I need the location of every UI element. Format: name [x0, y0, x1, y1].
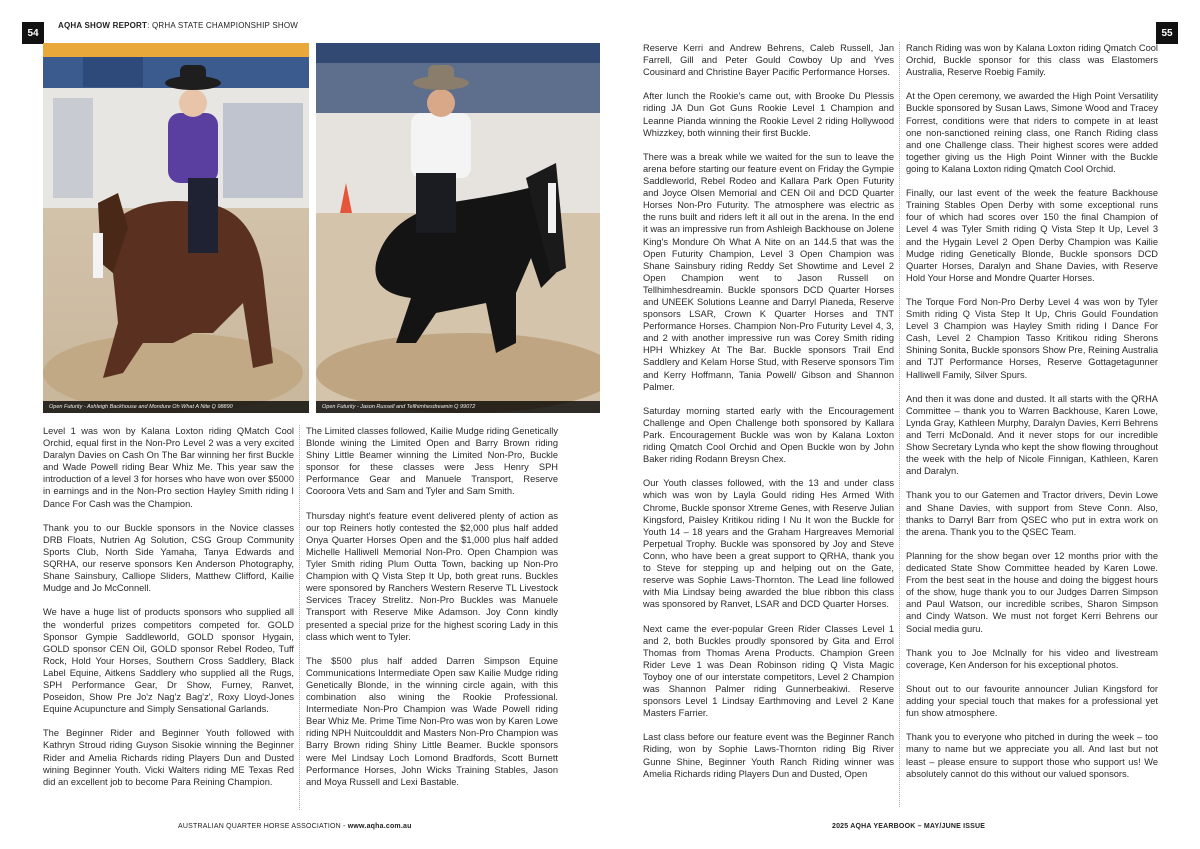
paragraph: Thank you to our Gatemen and Tractor drivers, Devin Lowe and Shane Davies, with support from Steve Conn. Also, thanks to Darryl Barr from QSEC who put in extra work on the arena. Thank you to the QSEC Team.	[906, 490, 1158, 537]
article-column-4	[906, 42, 1158, 792]
cowboy-on-black-horse-photo	[316, 43, 600, 413]
paragraph: Next came the ever-popular Green Rider Classes Level 1 and 2, both Buckles proudly sponsored by Gita and Errol Thomas from Thomas Arena Products. Champion Green Rider Leve 1 was Dean Robinson riding Q Vista Magic Toyboy one of our interstate competitors, Level 2 Champion was Shannon Palmer riding Gunnerbeakiwi. Reserve sponsors Level 1 Lindsay Earthmoving and Level 2 Kane Masters Farrier.	[643, 623, 894, 719]
paragraph: The $500 plus half added Darren Simpson Equine Communications Intermediate Open saw Kailie Mudge riding Genetically Blonde, in the winning circle again, with this combination also wining the Rookie Professional. Intermediate Non-Pro Champion was Wade Powell riding Bear Whiz Me. Prime Time Non-Pro was won by Karen Lowe riding NPH Nuitcoulddit and Masters Non-Pro Champion was Barry Brown riding Shiny Little Beamer. Buckle sponsors were Mel Lindsay Loch Lomond Bradfords, Scott Burnett Performance Horses, John Wicks Training Stables, Jason and Moya Russell and Lexi Bastable.	[306, 655, 558, 787]
page-number-right: 55	[1156, 22, 1178, 44]
article-column-2	[306, 425, 558, 800]
paragraph: Thank you to everyone who pitched in during the week – too many to name but we appreciate you all. And last but not least – please ensure to support those who support us! We absolutely cannot do this without our valued sponsors.	[906, 732, 1158, 779]
paragraph: Ranch Riding was won by Kalana Loxton riding Qmatch Cool Orchid, Buckle sponsor for this class was Elastomers Australia, Reserve Roebig Family.	[906, 43, 1158, 78]
paragraph: The Beginner Rider and Beginner Youth followed with Kathryn Stroud riding Guyson Sisokie winning the Beginner Rider and Amelia Richards riding Players Dun and Dusted wining Beginner Youth. Vicki Walters riding ME Texas Red did an excellent job to become Para Reining Champion.	[43, 728, 294, 787]
column-divider	[299, 425, 300, 810]
footer-org: AUSTRALIAN QUARTER HORSE ASSOCIATION -	[178, 823, 348, 830]
photo-open-futurity-backhouse	[43, 43, 309, 413]
paragraph: And then it was done and dusted. It all starts with the QRHA Committee – thank you to Warren Backhouse, Karen Lowe, Lynda Gray, Kathleen Murphy, Daralyn Davies, Kerri Behrens and Terri McDonald. And it never stops for our incredible Show Secretary Lynda who kept the show flowing throughout the week with the help of Nicole Finnigan, Kathleen, Karen and Daralyn.	[906, 393, 1158, 477]
header-title: AQHA SHOW REPORT	[58, 21, 148, 30]
footer-left	[178, 823, 412, 830]
footer-right: 2025 AQHA YEARBOOK – MAY/JUNE ISSUE	[832, 823, 986, 830]
paragraph: The Torque Ford Non-Pro Derby Level 4 was won by Tyler Smith riding Q Vista Step It Up, Chris Gould Foundation Level 3 Champion was Hayley Smith riding I Dance For Cash, Level 2 Champion Tasso Kritikou riding Sherons Shining Sonita, Buckle sponsors Show Pre, Reining Australia and TJT Performance Horses, Reserve Gottagetagunner Halliwell Family, Silver Spurs.	[906, 296, 1158, 380]
article-column-3	[643, 42, 894, 792]
paragraph: Last class before our feature event was the Beginner Ranch Riding, won by Sophie Laws-Thornton riding Big River Gunne Shine, Beginner Youth Ranch Riding winner was Amelia Richards riding Players Dun and Dusted, Open	[643, 732, 894, 779]
paragraph: Reserve Kerri and Andrew Behrens, Caleb Russell, Jan Farrell, Gill and Peter Gould Cowboy Up and Yves Cousinard and Christine Bayer Pacific Performance Horses.	[643, 43, 894, 78]
paragraph: Planning for the show began over 12 months prior with the dedicated State Show Committee headed by Karen Lowe. From the best seat in the house and doing the biggest hours of the show, huge thank you to our Judges Darren Simpson and Paul Watson, our incredible scribes, Sharon Simpson and Cindy Watson. We must not forget Kerri Behrens our Social media guru.	[906, 550, 1158, 634]
paragraph: Our Youth classes followed, with the 13 and under class which was won by Layla Gould riding Hes Armed With Chrome, Buckle sponsor Xtreme Genes, with Reserve Julian Kingsford, Paisley Kritikou riding I Nu It won the Buckle for Youth 14 – 18 years and the Graham Hargreaves Memorial Perpetual Trophy. Buckle was sponsored by Joy and Steve Conn, who have been a great support to QRHA, thank you to Steve for stepping up and helping out on the Gate, reserve was Sophie Laws-Thornton. The Lead line followed with Mia Lindsay being awarded the blue ribbon this class was sponsored by Ranvet, LSAR and DCD Quarter Horses.	[643, 478, 894, 610]
footer-url[interactable]: www.aqha.com.au	[347, 823, 412, 830]
header-subtitle: : QRHA STATE CHAMPIONSHIP SHOW	[147, 21, 299, 30]
page-number-left: 54	[22, 22, 44, 44]
article-column-1	[43, 425, 294, 800]
column-divider	[899, 42, 900, 807]
cowgirl-on-bay-horse-photo	[43, 43, 309, 413]
paragraph: There was a break while we waited for the sun to leave the arena before starting our feature event on Friday the Gympie Saddleworld, Rebel Rodeo and Kallara Park Open Futurity and Joyce Olsen Memorial and CEN Oil and DCD Quarter Horses Non-Pro Futurity. The atmosphere was electric as the runs built and riders left it all out in the arena. In the end it was an impressive run from Ashleigh Backhouse on Jolene King's Mondure Oh What A Nite on an 144.5 that was the Open Futurity Champion, Level 3 Open Champion was Shane Sainsbury riding Reddy Set Showtime and Level 2 Open Champion went to Jason Russell on Tellhimhesdreamin. Buckle sponsors DCD Quarter Horses and UNEEK Solutions Leanne and Darryl Pianeda, Reserve sponsors LSAR, Crown K Quarter Horses and TNT Performance Horses. Champion Non-Pro Futurity Level 4, 3, and 2 with another impressive run was Corey Smith riding HPH Whizkey At The Bar. Buckle sponsors Trail End Saddlery and Kelam Horse Stud, with Reserve sponsors Tim and Kerry Hoffmann, Tania Powell/ Gibson and Shannon Palmer.	[643, 151, 894, 392]
paragraph: After lunch the Rookie's came out, with Brooke Du Plessis riding JA Dun Got Guns Rookie Level 1 Champion and Leanne Pianda winning the Rookie Level 2 riding Hollywood Whizzkey, both winning their first Buckle.	[643, 91, 894, 138]
paragraph: Level 1 was won by Kalana Loxton riding QMatch Cool Orchid, equal first in the Non-Pro Level 2 was a very excited Daralyn Davies on Cash On The Bar winning her first Buckle and Wade Powell riding Bear Whiz Me. This year saw the introduction of a level 3 for horses who have won over $5000 in earnings and in the Non-Pro section Hayley Smith riding I Dance For Cash was the Champion.	[43, 426, 294, 509]
paragraph: Shout out to our favourite announcer Julian Kingsford for adding your special touch that makes for a professional yet fun show atmosphere.	[906, 683, 1158, 719]
photo-open-futurity-russell	[316, 43, 600, 413]
paragraph: Thursday night's feature event delivered plenty of action as our top Reiners hotly contested the $2,000 plus half added Onya Quarter Horses Open and the $1,000 plus half added Michelle Halliwell Memorial Non-Pro. Open Champion was Tyler Smith riding Plum Outta Town, backing up Non-Pro Champion with Q Vista Step It Up, both great runs. Buckles were sponsored by Ranchers Western Reserve TL Livestock Services Tracey Strelitz. Non-Pro Buckles was Manuele Transport with Reserve Mike Adamson. Joy Conn kindly presented a special prize for the highest scoring Lady in this class which went to Tyler.	[306, 510, 558, 642]
photo-caption: Open Futurity - Jason Russell and Tellhimhesdreamin Q 99072	[316, 401, 600, 413]
paragraph: The Limited classes followed, Kailie Mudge riding Genetically Blonde wining the Limited Open and Barry Brown riding Shiny Little Beamer winning the Limited Non-Pro, Buckle sponsor for these classes were Jess Henry SPH Performance Gear and Manuele Transport, Reserve Cooroora Vets and Sam and Tyler and Sam Smith.	[306, 426, 558, 497]
section-header	[58, 21, 298, 30]
paragraph: Finally, our last event of the week the feature Backhouse Training Stables Open Derby with some exceptional runs four of which had scores over 150 the final Champion of Level 4 was Tyler Smith riding Q Vista Step It Up, Level 3 and the Hygain Level 2 Open Derby Champion was Kailie Mudge riding Genetically Blonde, Buckle sponsors DCD Quarter Horses, Daralyn and Shane Davies, with Reserve Hold Your Horse and Mondre Quarter Horses.	[906, 188, 1158, 283]
photo-caption: Open Futurity - Ashleigh Backhouse and Mondure Oh What A Nite Q 98890	[43, 401, 309, 413]
paragraph: Saturday morning started early with the Encouragement Challenge and Open Challenge both sponsored by Kallara Park. Encouragement Buckle was won by Kalana Loxton riding Qmatch Cool Orchid and Open Buckle won by John Baker riding Rodann Breysn Chex.	[643, 405, 894, 465]
paragraph: Thank you to Joe McInally for his video and livestream coverage, Ken Anderson for his exceptional photos.	[906, 647, 1158, 670]
paragraph: Thank you to our Buckle sponsors in the Novice classes DRB Floats, Nutrien Ag Solution, CSG Group Community Sports Club, North Side Yamaha, Tanya Edwards and SQRHA, our reserve sponsors Ken Anderson Photography, Shane Sainsbury, Calliope Sliders, Matthew Clifford, Kailie Mudge and Jo McConnell.	[43, 522, 294, 594]
paragraph: We have a huge list of products sponsors who supplied all the wonderful prizes competitors competed for. GOLD Sponsor Gympie Saddleworld, GOLD sponsor Hygain, GOLD sponsor CEN Oil, GOLD sponsor Rebel Rodeo, Tuff Rock, Hold Your Horses, Southern Cross Saddlery, Black Label Equine, Aitkens Saddlery who supplied all the Rugs, SPH Performance Gear, Dr Show, Furney, Ranvet, Poseidon, Show Pre Jo'z Nag'z Bag'z', Roxy Lloyd-Jones Equine Acupuncture and Simply Sensational Garlands.	[43, 607, 294, 715]
paragraph: At the Open ceremony, we awarded the High Point Versatility Buckle sponsored by Susan Laws, Simone Wood and Tracey Forrest, conditions were that riders to compete in at least one non-sanctioned reining class, one Ranch Riding class and one Challenge class. Their highest scores were added together giving us the High Point Winner with the Buckle going to Kalana Loxton riding Qmatch Cool Orchid.	[906, 91, 1158, 174]
